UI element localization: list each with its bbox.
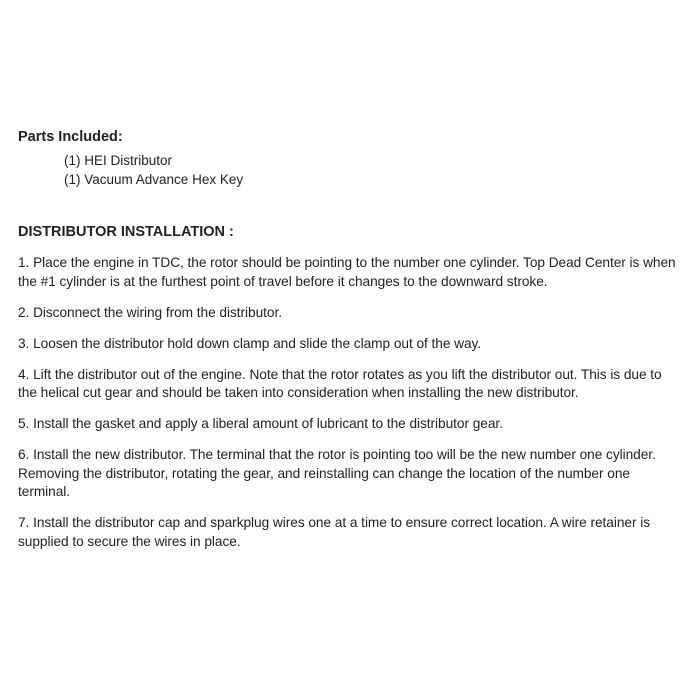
installation-heading: DISTRIBUTOR INSTALLATION : bbox=[18, 224, 234, 240]
parts-included-heading: Parts Included: bbox=[18, 129, 123, 145]
parts-list bbox=[18, 151, 682, 189]
installation-steps bbox=[18, 254, 682, 551]
parts-list-item: (1) Vacuum Advance Hex Key bbox=[64, 172, 244, 187]
installation-step-6: 6. Install the new distributor. The terminal that the rotor is pointing too will be the new number one cylinder. Removing the distributor, rotating the gear, and reinstalling can change the location of the number one terminal. bbox=[18, 447, 656, 499]
installation-step-7: 7. Install the distributor cap and sparkplug wires one at a time to ensure correct location. A wire retainer is supplied to secure the wires in place. bbox=[18, 515, 651, 549]
installation-step-4: 4. Lift the distributor out of the engine. Note that the rotor rotates as you lift the distributor out. This is due to the helical cut gear and should be taken into consideration when installing the new distributor. bbox=[18, 366, 662, 400]
installation-step-5: 5. Install the gasket and apply a liberal amount of lubricant to the distributor gear. bbox=[18, 416, 503, 431]
installation-step-1: 1. Place the engine in TDC, the rotor should be pointing to the number one cylinder. Top Dead Center is when the #1 cylinder is at the furthest point of travel before it changes to the downward stroke. bbox=[18, 255, 676, 289]
installation-step-2: 2. Disconnect the wiring from the distributor. bbox=[18, 304, 282, 320]
parts-list-item: (1) HEI Distributor bbox=[64, 153, 173, 168]
installation-step-3: 3. Loosen the distributor hold down clamp and slide the clamp out of the way. bbox=[18, 335, 482, 351]
